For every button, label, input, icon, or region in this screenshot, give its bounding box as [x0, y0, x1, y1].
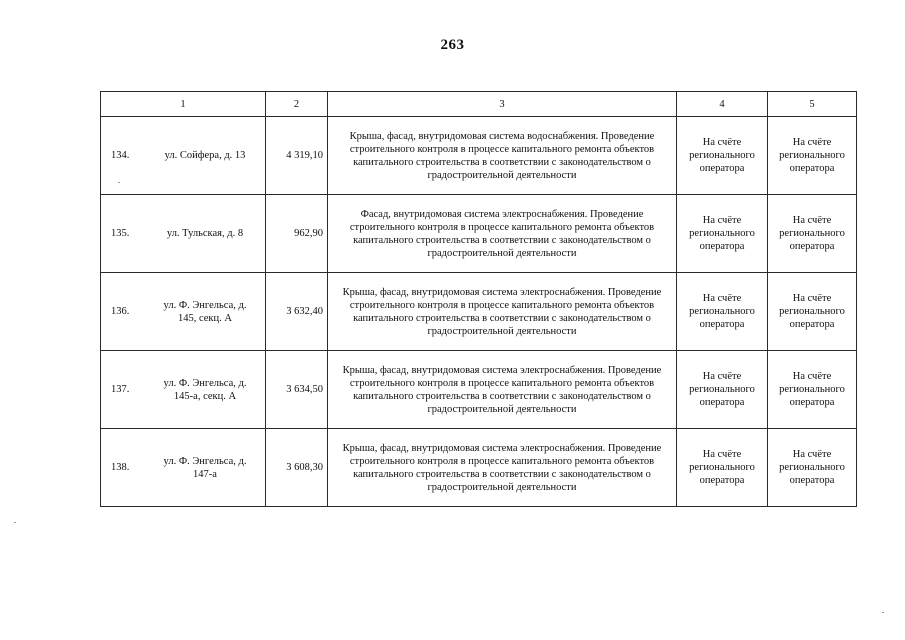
cost-cell: 3 632,40 — [266, 273, 328, 351]
address-layout — [105, 273, 261, 350]
works-cell: Крыша, фасад, внутридомовая система водоснабжения. Проведение строительного контроля в процессе капитального ремонта объектов капитального строительства в соответствии с законодательством о градостроительной деятельности — [328, 117, 677, 195]
scan-speck — [118, 182, 120, 183]
column-number-2: 2 — [266, 92, 328, 117]
column-number-5: 5 — [768, 92, 857, 117]
address-layout — [105, 429, 261, 506]
row-number: 138. — [111, 462, 130, 473]
address-text: ул. Сойфера, д. 13 — [164, 150, 246, 161]
works-cell: Крыша, фасад, внутридомовая система электроснабжения. Проведение строительного контроля в процессе капитального ремонта объектов капитального строительства в соответствии с законодательством о градостроительной деятельности — [328, 429, 677, 507]
address-cell — [101, 351, 266, 429]
owner-account-cell: На счёте регионального оператора — [768, 195, 857, 273]
table-row — [101, 195, 857, 273]
owner-account-cell: На счёте регионального оператора — [768, 273, 857, 351]
address-layout — [105, 195, 261, 272]
address-layout — [105, 117, 261, 194]
column-number-row — [101, 92, 857, 117]
column-number-1: 1 — [101, 92, 266, 117]
works-cell: Фасад, внутридомовая система электроснабжения. Проведение строительного контроля в процессе капитального ремонта объектов капитального строительства в соответствии с законодательством о градостроительной деятельности — [328, 195, 677, 273]
row-number: 134. — [111, 150, 130, 161]
funding-source-cell: На счёте регионального оператора — [677, 117, 768, 195]
funding-source-cell: На счёте регионального оператора — [677, 351, 768, 429]
address-text: ул. Ф. Энгельса, д. 145, секц. А — [163, 299, 247, 324]
column-number-4: 4 — [677, 92, 768, 117]
address-layout — [105, 351, 261, 428]
address-cell — [101, 195, 266, 273]
funding-source-cell: На счёте регионального оператора — [677, 429, 768, 507]
address-text: ул. Ф. Энгельса, д. 145-а, секц. А — [163, 377, 247, 402]
owner-account-cell: На счёте регионального оператора — [768, 351, 857, 429]
table-row — [101, 429, 857, 507]
funding-source-cell: На счёте регионального оператора — [677, 273, 768, 351]
cost-cell: 4 319,10 — [266, 117, 328, 195]
address-cell — [101, 273, 266, 351]
scan-speck — [14, 522, 16, 523]
table-row — [101, 273, 857, 351]
column-number-3: 3 — [328, 92, 677, 117]
works-cell: Крыша, фасад, внутридомовая система электроснабжения. Проведение строительного контроля в процессе капитального ремонта объектов капитального строительства в соответствии с законодательством о градостроительной деятельности — [328, 351, 677, 429]
address-text: ул. Тульская, д. 8 — [166, 228, 244, 239]
table-row — [101, 117, 857, 195]
row-number: 136. — [111, 306, 130, 317]
row-number: 137. — [111, 384, 130, 395]
repair-program-table — [100, 91, 857, 507]
cost-cell: 3 608,30 — [266, 429, 328, 507]
row-number: 135. — [111, 228, 130, 239]
page-number: 263 — [440, 37, 465, 53]
owner-account-cell: На счёте регионального оператора — [768, 429, 857, 507]
address-cell — [101, 429, 266, 507]
owner-account-cell: На счёте регионального оператора — [768, 117, 857, 195]
funding-source-cell: На счёте регионального оператора — [677, 195, 768, 273]
table-row — [101, 351, 857, 429]
address-text: ул. Ф. Энгельса, д. 147-а — [163, 455, 247, 480]
scan-speck — [882, 612, 884, 613]
cost-cell: 3 634,50 — [266, 351, 328, 429]
cost-cell: 962,90 — [266, 195, 328, 273]
address-cell — [101, 117, 266, 195]
works-cell: Крыша, фасад, внутридомовая система электроснабжения. Проведение строительного контроля в процессе капитального ремонта объектов капитального строительства в соответствии с законодательством о градостроительной деятельности — [328, 273, 677, 351]
